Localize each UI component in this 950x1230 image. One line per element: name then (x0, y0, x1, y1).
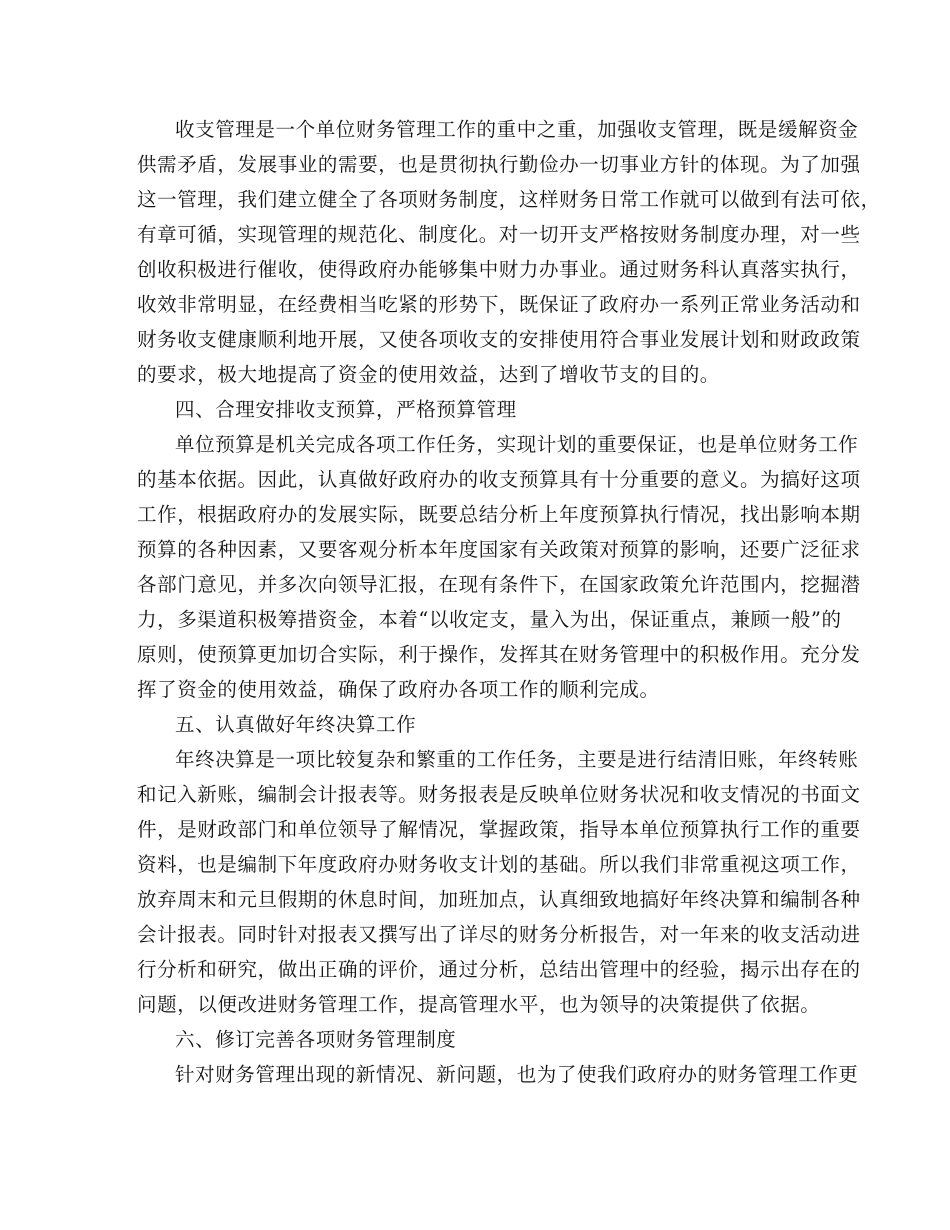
text-line: 有章可循，实现管理的规范化、制度化。对一切开支严格按财务制度办理，对一些 (137, 223, 861, 246)
document-body (137, 112, 881, 1092)
text-line: 和记入新账，编制会计报表等。财务报表是反映单位财务状况和收支情况的书面文 (137, 783, 861, 806)
section-heading: 四、合理安排收支预算，严格预算管理 (175, 398, 517, 421)
text-line: 收效非常明显，在经费相当吃紧的形势下，既保证了政府办一系列正常业务活动和 (137, 293, 861, 316)
text-line: 供需矛盾，发展事业的需要，也是贯彻执行勤俭办一切事业方针的体现。为了加强 (137, 153, 861, 176)
text-line: 年终决算是一项比较复杂和繁重的工作任务，主要是进行结清旧账，年终转账 (175, 748, 859, 771)
text-line: 力，多渠道积极筹措资金，本着“以收定支，量入为出，保证重点，兼顾一般”的 (137, 608, 842, 631)
text-line: 针对财务管理出现的新情况、新问题，也为了使我们政府办的财务管理工作更 (175, 1063, 859, 1086)
text-line: 放弃周末和元旦假期的休息时间，加班加点，认真细致地搞好年终决算和编制各种 (137, 888, 861, 911)
text-line: 行分析和研究，做出正确的评价，通过分析，总结出管理中的经验，揭示出存在的 (137, 958, 861, 981)
text-line: 问题，以便改进财务管理工作，提高管理水平，也为领导的决策提供了依据。 (137, 993, 821, 1016)
text-line: 财务收支健康顺利地开展，又使各项收支的安排使用符合事业发展计划和财政政策 (137, 328, 861, 351)
section-heading: 六、修订完善各项财务管理制度 (175, 1028, 457, 1051)
text-line: 挥了资金的使用效益，确保了政府办各项工作的顺利完成。 (137, 678, 660, 701)
text-line: 各部门意见，并多次向领导汇报，在现有条件下，在国家政策允许范围内，挖掘潜 (137, 573, 861, 596)
text-line: 单位预算是机关完成各项工作任务，实现计划的重要保证，也是单位财务工作 (175, 433, 859, 456)
text-line: 原则，使预算更加切合实际，利于操作，发挥其在财务管理中的积极作用。充分发 (137, 643, 861, 666)
text-line: 这一管理，我们建立健全了各项财务制度，这样财务日常工作就可以做到有法可依， (137, 188, 881, 211)
text-line: 预算的各种因素，又要客观分析本年度国家有关政策对预算的影响，还要广泛征求 (137, 538, 861, 561)
text-line: 的基本依据。因此，认真做好政府办的收支预算具有十分重要的意义。为搞好这项 (137, 468, 861, 491)
text-line: 资料，也是编制下年度政府办财务收支计划的基础。所以我们非常重视这项工作， (137, 853, 861, 876)
text-line: 收支管理是一个单位财务管理工作的重中之重，加强收支管理，既是缓解资金 (175, 118, 859, 141)
text-line: 件，是财政部门和单位领导了解情况，掌握政策，指导本单位预算执行工作的重要 (137, 818, 861, 841)
section-heading: 五、认真做好年终决算工作 (175, 713, 417, 736)
text-line: 会计报表。同时针对报表又撰写出了详尽的财务分析报告，对一年来的收支活动进 (137, 923, 861, 946)
text-line: 工作，根据政府办的发展实际，既要总结分析上年度预算执行情况，找出影响本期 (137, 503, 861, 526)
text-line: 创收积极进行催收，使得政府办能够集中财力办事业。通过财务科认真落实执行， (137, 258, 861, 281)
text-line: 的要求，极大地提高了资金的使用效益，达到了增收节支的目的。 (137, 363, 720, 386)
